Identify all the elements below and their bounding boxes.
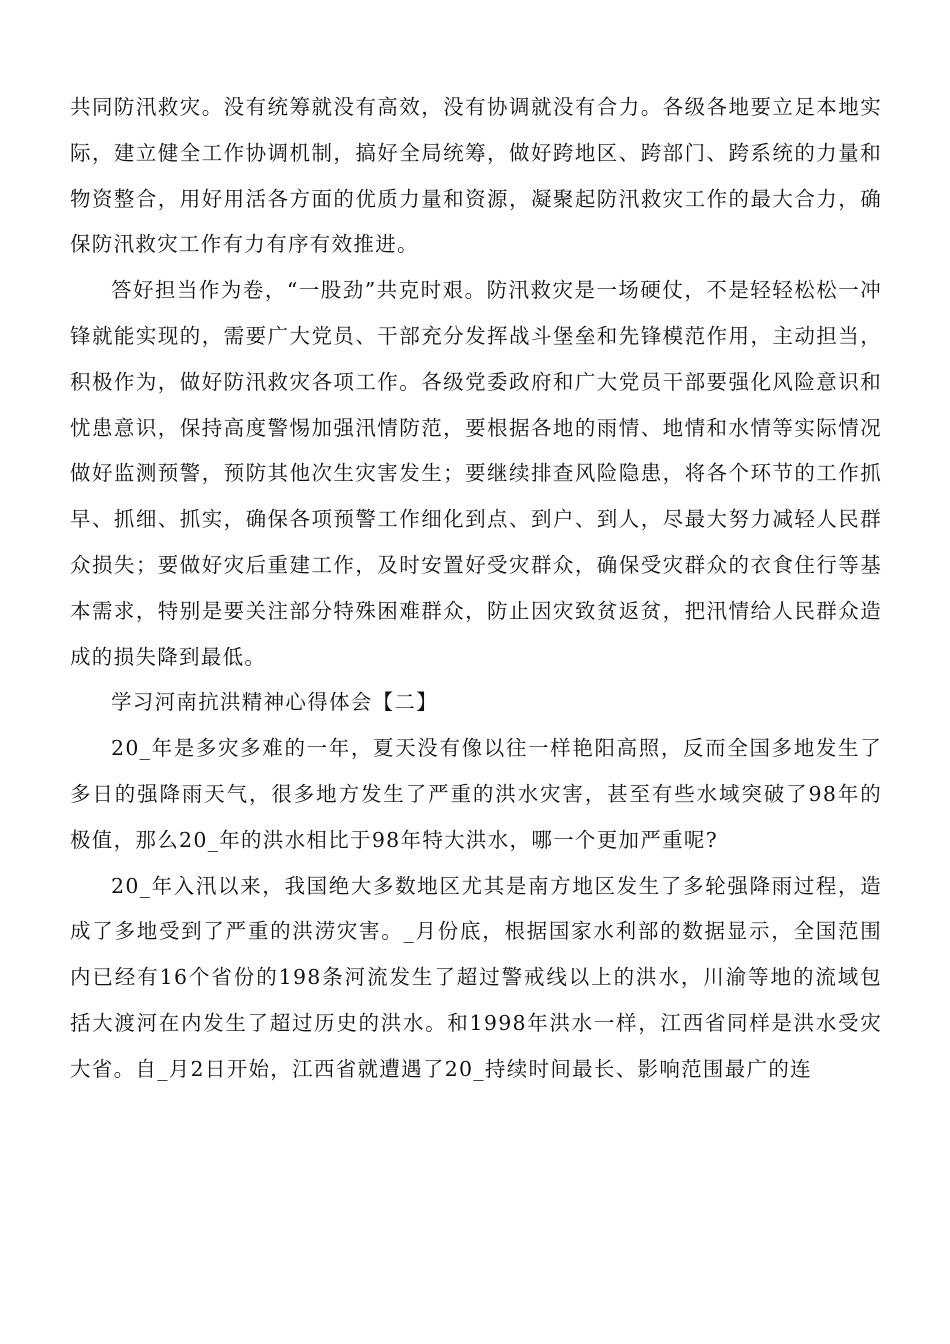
paragraph-continuation: 共同防汛救灾。没有统筹就没有高效，没有协调就没有合力。各级各地要立足本地实际，建立健全工作协调机制，搞好全局统筹，做好跨地区、跨部门、跨系统的力量和物资整合，用好用活各方面的优质力量和资源，凝聚起防汛救灾工作的最大合力，确保防汛救灾工作有力有序有效推进。 [70, 95, 882, 257]
section-heading: 学习河南抗洪精神心得体会【二】 [111, 690, 438, 715]
paragraph-responsibility: 答好担当作为卷，“一股劲”共克时艰。防汛救灾是一场硬仗，不是轻轻松松一冲锋就能实现的，需要广大党员、干部充分发挥战斗堡垒和先锋模范作用，主动担当，积极作为，做好防汛救灾各项工作。各级党委政府和广大党员干部要强化风险意识和忧患意识，保持高度警惕加强汛情防范，要根据各地的雨情、地情和水情等实际情况做好监测预警，预防其他次生灾害发生；要继续排查风险隐患，将各个环节的工作抓早、抓细、抓实，确保各项预警工作细化到点、到户、到人，尽最大努力减轻人民群众损失；要做好灾后重建工作，及时安置好受灾群众，确保受灾群众的衣食住行等基本需求，特别是要关注部分特殊困难群众，防止因灾致贫返贫，把汛情给人民群众造成的损失降到最低。 [70, 278, 882, 669]
paragraph-flood-situation: 20_年入汛以来，我国绝大多数地区尤其是南方地区发生了多轮强降雨过程，造成了多地受到了严重的洪涝灾害。_月份底，根据国家水利部的数据显示，全国范围内已经有16个省份的198条河流发生了超过警戒线以上的洪水，川渝等地的流域包括大渡河在内发生了超过历史的洪水。和1998年洪水一样，江西省同样是洪水受灾大省。自_月2日开始，江西省就遭遇了20_持续时间最长、影响范围最广的连 [70, 873, 882, 1081]
document-page [70, 85, 882, 1093]
paragraph-flood-comparison: 20_年是多灾多难的一年，夏天没有像以往一样艳阳高照，反而全国多地发生了多日的强降雨天气，很多地方发生了严重的洪水灾害，甚至有些水域突破了98年的极值，那么20_年的洪水相比于98年特大洪水，哪一个更加严重呢? [70, 736, 882, 852]
